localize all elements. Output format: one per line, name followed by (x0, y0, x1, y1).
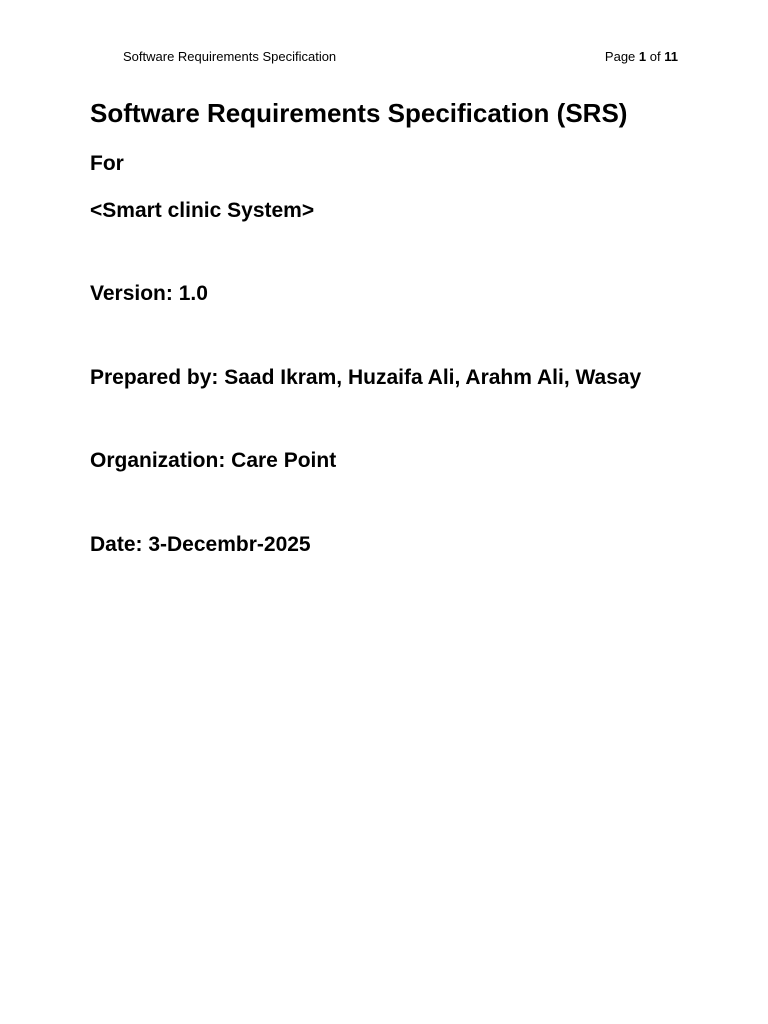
page-current: 1 (638, 49, 647, 64)
page-of: of (649, 49, 661, 64)
organization-line: Organization: Care Point (90, 449, 337, 472)
page-total: 11 (664, 49, 678, 64)
header-title: Software Requirements Specification (123, 49, 337, 64)
for-label: For (90, 152, 124, 175)
system-name: <Smart clinic System> (90, 199, 315, 222)
page-number (605, 48, 678, 66)
page-header (123, 48, 678, 66)
page-prefix: Page (604, 49, 636, 64)
date-line: Date: 3-Decembr-2025 (90, 533, 311, 556)
document-title: Software Requirements Specification (SRS) (90, 98, 628, 128)
prepared-by-line: Prepared by: Saad Ikram, Huzaifa Ali, Arahm Ali, Wasay (90, 366, 642, 389)
version-line: Version: 1.0 (90, 282, 208, 305)
